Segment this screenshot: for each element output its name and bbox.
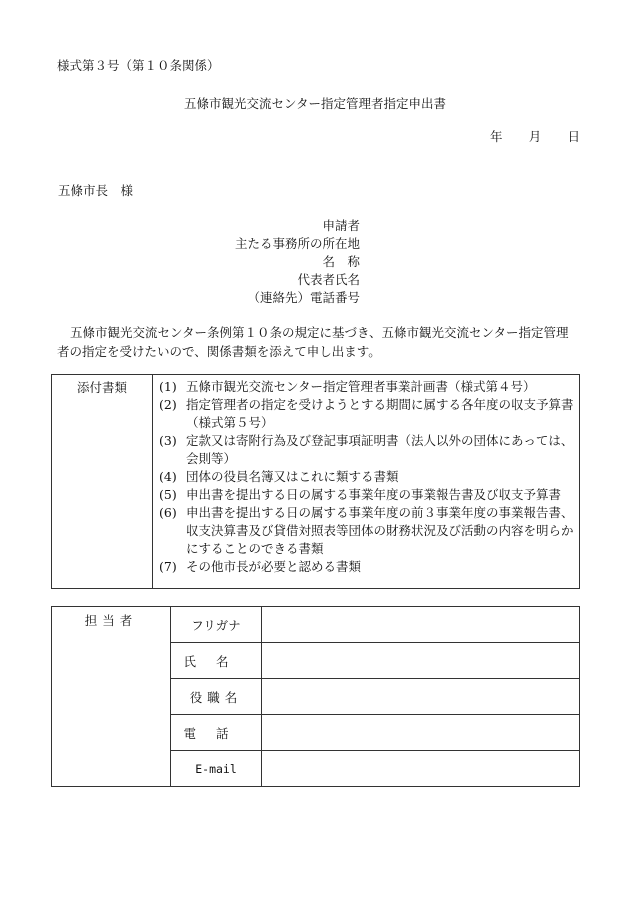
furigana-label: フリガナ bbox=[171, 607, 262, 643]
attachment-text: 定款又は寄附行為及び登記事項証明書（法人以外の団体にあっては、会則等） bbox=[186, 433, 574, 466]
attachment-num: (1) bbox=[159, 379, 177, 394]
position-label: 役職名 bbox=[171, 679, 262, 715]
attachment-item bbox=[159, 558, 575, 576]
attachment-item bbox=[159, 432, 575, 468]
attachment-item bbox=[159, 378, 575, 396]
attachment-num: (6) bbox=[159, 505, 177, 520]
attachment-text: その他市長が必要と認める書類 bbox=[186, 559, 362, 574]
phone-label: 電話 bbox=[171, 715, 262, 751]
date-month: 月 bbox=[528, 129, 542, 144]
staff-label: 担当者 bbox=[52, 607, 171, 787]
applicant-block bbox=[230, 217, 360, 307]
date-line bbox=[490, 127, 580, 145]
contact-phone-label: （連絡先）電話番号 bbox=[247, 290, 360, 305]
representative-label: 代表者氏名 bbox=[297, 272, 360, 287]
document-title: 五條市観光交流センター指定管理者指定申出書 bbox=[183, 96, 446, 111]
attachments-label: 添付書類 bbox=[52, 375, 153, 589]
attachment-text: 指定管理者の指定を受けようとする期間に属する各年度の収支予算書（様式第５号） bbox=[186, 397, 574, 430]
attachment-text: 五條市観光交流センター指定管理者事業計画書（様式第４号） bbox=[186, 379, 536, 394]
full-name-label: 氏名 bbox=[171, 643, 262, 679]
office-location-label: 主たる事務所の所在地 bbox=[234, 236, 360, 251]
attachment-num: (4) bbox=[159, 469, 177, 484]
attachment-num: (2) bbox=[159, 397, 177, 412]
attachment-item bbox=[159, 504, 575, 558]
attachments-list bbox=[153, 375, 580, 589]
attachments-table bbox=[51, 374, 580, 589]
attachment-text: 申出書を提出する日の属する事業年度の前３事業年度の事業報告書、収支決算書及び貸借対照表等団体の財務状況及び活動の内容を明らかにすることのできる書類 bbox=[186, 505, 574, 556]
attachment-num: (5) bbox=[159, 487, 177, 502]
name-label: 名 称 bbox=[322, 254, 360, 269]
phone-field[interactable] bbox=[262, 715, 580, 751]
form-number: 様式第３号（第１０条関係） bbox=[57, 58, 220, 73]
attachment-item bbox=[159, 396, 575, 432]
body-text: 五條市観光交流センター条例第１０条の規定に基づき、五條市観光交流センター指定管理者の指定を受けたいので、関係書類を添えて申し出ます。 bbox=[57, 325, 569, 359]
attachment-item bbox=[159, 468, 575, 486]
applicant-label: 申請者 bbox=[322, 218, 360, 233]
full-name-field[interactable] bbox=[262, 643, 580, 679]
date-year: 年 bbox=[490, 129, 503, 144]
attachment-item bbox=[159, 486, 575, 504]
addressee: 五條市長 様 bbox=[58, 183, 134, 198]
attachment-num: (7) bbox=[159, 559, 177, 574]
email-field[interactable] bbox=[262, 751, 580, 787]
attachment-text: 申出書を提出する日の属する事業年度の事業報告書及び収支予算書 bbox=[186, 487, 562, 502]
staff-table bbox=[51, 606, 580, 787]
email-label: E-mail bbox=[171, 751, 262, 787]
attachment-num: (3) bbox=[159, 433, 177, 448]
position-field[interactable] bbox=[262, 679, 580, 715]
attachment-text: 団体の役員名簿又はこれに類する書類 bbox=[186, 469, 399, 484]
furigana-field[interactable] bbox=[262, 607, 580, 643]
date-day: 日 bbox=[567, 129, 580, 144]
